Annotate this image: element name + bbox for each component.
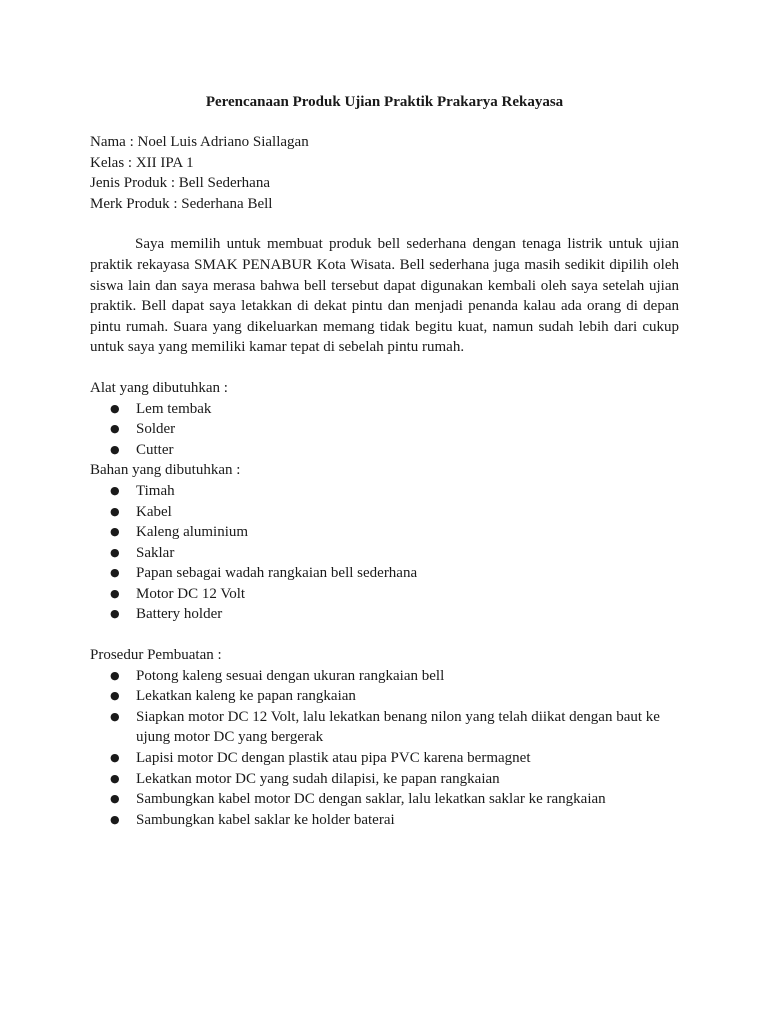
materials-list [90, 481, 679, 625]
bullet-icon: ● [110, 525, 120, 539]
list-item-text: Cutter [136, 441, 174, 458]
list-item [90, 686, 679, 707]
list-item-text: Sambungkan kabel saklar ke holder baterai [136, 811, 395, 828]
tools-list [90, 399, 679, 461]
list-item-text: Motor DC 12 Volt [136, 585, 246, 602]
bullet-icon: ● [110, 607, 120, 621]
materials-section [90, 460, 679, 625]
list-item [90, 502, 679, 523]
list-item [90, 604, 679, 625]
bullet-icon: ● [110, 422, 120, 436]
bullet-icon: ● [110, 504, 120, 518]
list-item [90, 563, 679, 584]
student-name-line: Nama : Noel Luis Adriano Siallagan [90, 134, 309, 150]
materials-label: Bahan yang dibutuhkan : [90, 462, 241, 479]
list-item [90, 440, 679, 461]
bullet-icon: ● [110, 586, 120, 600]
list-item [90, 522, 679, 543]
list-item [90, 481, 679, 502]
procedure-section [90, 645, 679, 830]
procedure-label: Prosedur Pembuatan : [90, 647, 222, 664]
bullet-icon: ● [110, 689, 120, 703]
bullet-icon: ● [110, 709, 120, 723]
bullet-icon: ● [110, 812, 120, 826]
list-item-text: Lem tembak [136, 400, 212, 417]
list-item [90, 789, 679, 810]
bullet-icon: ● [110, 566, 120, 580]
list-item-text: Lekatkan kaleng ke papan rangkaian [136, 688, 356, 705]
product-type-line: Jenis Produk : Bell Sederhana [90, 175, 270, 192]
document-page [90, 91, 679, 830]
bullet-icon: ● [110, 442, 120, 456]
bullet-icon: ● [110, 771, 120, 785]
list-item [90, 399, 679, 420]
list-item-text: Saklar [136, 544, 175, 561]
list-item [90, 666, 679, 687]
bullet-icon: ● [110, 483, 120, 497]
student-class-line: Kelas : XII IPA 1 [90, 154, 194, 171]
list-item-text: Kabel [136, 503, 172, 520]
section-gap [90, 625, 679, 645]
list-item [90, 769, 679, 790]
bullet-icon: ● [110, 401, 120, 415]
list-item-text: Siapkan motor DC 12 Volt, lalu lekatkan benang nilon yang telah diikat dengan baut ke ujung motor DC yang bergerak [136, 708, 660, 746]
list-item [90, 543, 679, 564]
list-item-text: Timah [136, 482, 175, 499]
list-item [90, 419, 679, 440]
tools-label: Alat yang dibutuhkan : [90, 379, 228, 396]
list-item-text: Potong kaleng sesuai dengan ukuran rangkaian bell [136, 667, 445, 684]
tools-section [90, 378, 679, 460]
procedure-list [90, 666, 679, 831]
product-brand-line: Merk Produk : Sederhana Bell [90, 195, 273, 212]
list-item-text: Kaleng aluminium [136, 524, 249, 541]
bullet-icon: ● [110, 668, 120, 682]
intro-paragraph: Saya memilih untuk membuat produk bell sederhana dengan tenaga listrik untuk ujian praktik rekayasa SMAK PENABUR Kota Wisata. Bell sederhana juga masih sedikit dipilih oleh siswa lain dan saya merasa bahwa bell tersebut dapat digunakan kembali oleh saya setelah ujian praktik. Bell dapat saya letakkan di dekat pintu dan menjadi penanda kalau ada orang di depan pintu rumah. Suara yang dikeluarkan memang tidak begitu kuat, namun sudah lebih dari cukup untuk saya yang memiliki kamar tepat di sebelah pintu rumah. [90, 236, 679, 356]
list-item-text: Lapisi motor DC dengan plastik atau pipa PVC karena bermagnet [136, 750, 531, 767]
list-item [90, 707, 679, 748]
bullet-icon: ● [110, 545, 120, 559]
list-item [90, 584, 679, 605]
list-item [90, 748, 679, 769]
bullet-icon: ● [110, 751, 120, 765]
list-item-text: Battery holder [136, 606, 223, 623]
document-title: Perencanaan Produk Ujian Praktik Prakarya Rekayasa [205, 94, 564, 110]
list-item [90, 810, 679, 831]
list-item-text: Sambungkan kabel motor DC dengan saklar, lalu lekatkan saklar ke rangkaian [136, 791, 606, 808]
student-info [90, 132, 679, 214]
list-item-text: Lekatkan motor DC yang sudah dilapisi, ke papan rangkaian [136, 770, 500, 787]
bullet-icon: ● [110, 792, 120, 806]
list-item-text: Solder [136, 421, 176, 438]
list-item-text: Papan sebagai wadah rangkaian bell sederhana [136, 565, 418, 582]
